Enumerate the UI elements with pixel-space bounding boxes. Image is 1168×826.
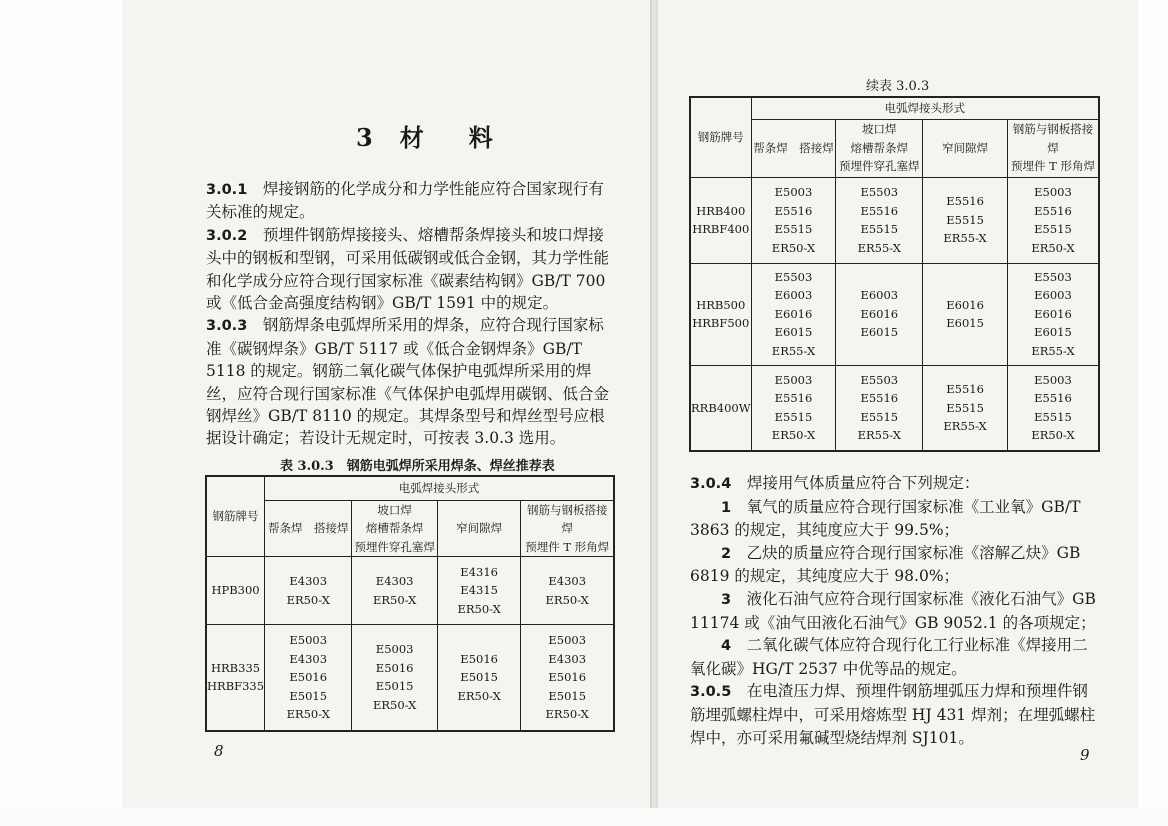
cell-c3	[923, 263, 1008, 365]
cell-line: E5516	[1034, 391, 1072, 406]
item-text: 二氧化碳气体应符合现行化工行业标准《焊接用二氧化碳》HG/T 2537 中优等品的规定。	[690, 636, 1088, 678]
section-text: 预埋件钢筋焊接接头、熔槽帮条焊接头和坡口焊接头中的钢板和型钢，可采用低碳钢或低合金钢，其力学性能和化学成分应符合现行国家标准《碳素结构钢》GB/T 700 或《低合金高强度结构钢》GB/T 1591 中的规定。	[206, 225, 610, 313]
cell-line: ER50-X	[457, 601, 501, 616]
cell-c3	[923, 365, 1008, 451]
cell-line: E4303	[548, 574, 587, 588]
cell-line: E5003	[774, 372, 813, 387]
cell-line: E5003	[375, 642, 414, 657]
cell-line: E6016	[774, 306, 813, 321]
cell-c3	[437, 625, 521, 731]
cell-line: HRBF400	[692, 222, 750, 236]
cell-line: HRB400	[696, 203, 746, 218]
header-col3: 窄间隙焊	[437, 500, 521, 557]
cell-line: E5003	[548, 633, 587, 647]
table-row	[206, 625, 614, 731]
table-row	[690, 177, 1099, 263]
list-item	[690, 542, 1102, 588]
item-number: 1	[721, 499, 732, 516]
scan-margin-right	[1138, 0, 1168, 826]
cell-line: E5003	[289, 633, 328, 647]
cell-line: E5515	[774, 409, 813, 424]
header-grade: 钢筋牌号	[690, 97, 751, 177]
right-body-text	[690, 472, 1102, 749]
cell-line: ER55-X	[857, 240, 901, 255]
header-col2	[836, 119, 923, 177]
cell-c3	[923, 177, 1008, 263]
section-3-0-1	[206, 178, 618, 224]
cell-line: E5015	[289, 688, 328, 703]
cell-line: E6003	[860, 288, 899, 303]
cell-line: E5503	[774, 269, 813, 284]
cell-line: ER50-X	[372, 592, 417, 607]
chapter-title-part2: 料	[468, 123, 494, 152]
cell-line: E5516	[774, 391, 813, 406]
section-3-0-3	[206, 314, 618, 449]
cell-c2	[352, 625, 437, 731]
cell-line: E4303	[548, 651, 587, 666]
cell-line: E5503	[1034, 269, 1072, 284]
header-grade: 钢筋牌号	[206, 476, 265, 557]
cell-line: RRB400W	[691, 400, 751, 415]
electrode-table-part2	[689, 96, 1100, 452]
chapter-title	[356, 118, 494, 153]
header-col4-line: 钢筋与钢板搭接焊	[526, 502, 608, 535]
item-text: 乙炔的质量应符合现行国家标准《溶解乙炔》GB 6819 的规定，其纯度应大于 98.0%；	[690, 543, 1081, 586]
cell-line: ER50-X	[545, 592, 589, 607]
cell-line: E4315	[460, 583, 498, 598]
table-continued-caption: 续表 3.0.3	[866, 79, 930, 94]
cell-c2	[352, 557, 437, 625]
cell-c2	[836, 365, 923, 451]
header-joint-form: 电弧焊接头形式	[751, 97, 1099, 119]
cell-c4	[521, 557, 614, 625]
item-number: 2	[721, 545, 732, 562]
table-caption: 表 3.0.3 钢筋电弧焊所采用焊条、焊丝推荐表	[280, 459, 555, 474]
cell-c1	[751, 177, 836, 263]
cell-grade	[690, 177, 751, 263]
cell-line: ER55-X	[771, 343, 816, 358]
cell-c4	[1008, 263, 1100, 365]
cell-line: E5016	[289, 670, 328, 684]
cell-line: E5515	[946, 400, 984, 415]
cell-line: ER50-X	[286, 707, 330, 721]
cell-line: E5503	[860, 185, 899, 199]
cell-line: ER55-X	[1031, 343, 1075, 358]
cell-line: ER50-X	[286, 592, 330, 607]
cell-line: ER50-X	[545, 707, 589, 721]
cell-line: ER55-X	[857, 428, 901, 443]
cell-line: ER50-X	[771, 428, 816, 443]
cell-line: E5515	[1034, 222, 1072, 236]
cell-line: E5515	[860, 409, 899, 424]
cell-line: E6016	[946, 297, 984, 312]
cell-c1	[751, 263, 836, 365]
cell-line: E5003	[1034, 372, 1072, 387]
table-body-left	[206, 557, 614, 731]
section-number: 3.0.1	[206, 182, 248, 198]
cell-line: ER55-X	[943, 419, 987, 433]
header-col2-line: 熔槽帮条焊	[365, 521, 424, 535]
cell-line: HRBF500	[692, 316, 750, 330]
item-text: 液化石油气应符合现行国家标准《液化石油气》GB 11174 或《油气田液化石油气》GB 9052.1 的各项规定；	[690, 589, 1096, 632]
cell-line: HRB500	[696, 297, 746, 312]
cell-c1	[265, 625, 352, 731]
table-row	[206, 557, 614, 625]
cell-c2	[836, 177, 923, 263]
cell-line: ER50-X	[457, 688, 501, 703]
cell-line: E5016	[375, 660, 414, 675]
cell-line: ER50-X	[372, 697, 417, 712]
header-joint-form: 电弧焊接头形式	[265, 476, 614, 500]
chapter-title-part1: 材	[399, 123, 425, 152]
cell-line: E5516	[860, 391, 899, 406]
cell-line: ER50-X	[1031, 428, 1075, 443]
cell-line: E5016	[460, 651, 498, 666]
cell-line: E5515	[1034, 409, 1072, 424]
cell-line: E6016	[1034, 306, 1072, 321]
cell-line: E5516	[946, 194, 984, 209]
list-item	[690, 634, 1102, 680]
cell-line: E4303	[289, 574, 328, 588]
section-text: 钢筋焊条电弧焊所采用的焊条，应符合现行国家标准《碳钢焊条》GB/T 5117 或《低合金钢焊条》GB/T 5118 的规定。钢筋二氧化碳气体保护电弧焊所采用的焊丝，应符合现行国家标准《气体保护电弧焊用碳钢、低合金钢焊丝》GB/T 8110 的规定。其焊条型号和焊丝型号应根据设计确定；若设计无规定时，可按表 3.0.3 选用。	[206, 316, 610, 448]
section-number: 3.0.2	[206, 227, 248, 244]
cell-c4	[521, 625, 614, 731]
chapter-number: 3	[356, 123, 374, 152]
header-col2-line: 预埋件穿孔塞焊	[354, 539, 435, 554]
item-number: 3	[721, 591, 732, 608]
list-item	[690, 496, 1102, 542]
cell-line: E6003	[1034, 288, 1072, 303]
section-number: 3.0.3	[206, 318, 248, 335]
cell-line: E6015	[1034, 325, 1072, 340]
cell-c1	[265, 557, 352, 625]
header-col4	[1008, 119, 1100, 177]
section-3-0-5	[690, 680, 1102, 749]
cell-grade	[690, 263, 751, 365]
cell-line: E6015	[860, 325, 899, 340]
cell-line: HRB335	[210, 660, 261, 675]
header-col2	[352, 500, 437, 557]
cell-line: E6003	[774, 288, 813, 303]
cell-c4	[1008, 365, 1100, 451]
page-number-left: 8	[214, 742, 224, 760]
cell-grade	[690, 365, 751, 451]
cell-c2	[836, 263, 923, 365]
cell-line: ER50-X	[1031, 240, 1075, 255]
cell-grade	[206, 557, 265, 625]
cell-line: E5516	[774, 203, 813, 218]
cell-line: E5516	[946, 382, 984, 396]
item-text: 氧气的质量应符合现行国家标准《工业氧》GB/T 3863 的规定，其纯度应大于 99.5%；	[690, 497, 1081, 540]
cell-line: E4303	[375, 574, 414, 588]
cell-line: E6015	[946, 316, 984, 330]
page-number-right: 9	[1080, 746, 1090, 764]
book-gutter	[650, 0, 658, 826]
cell-line: E5515	[946, 212, 984, 227]
table-row	[690, 263, 1099, 365]
header-col2-line: 预埋件穿孔塞焊	[839, 159, 920, 174]
section-number: 3.0.4	[690, 476, 732, 492]
left-body-text	[206, 178, 618, 450]
cell-line: E5503	[860, 372, 899, 387]
header-col4-line: 预埋件 T 形角焊	[525, 539, 610, 554]
header-col4-line: 钢筋与钢板搭接焊	[1012, 122, 1094, 155]
cell-line: HPB300	[211, 583, 260, 598]
section-3-0-4	[690, 472, 1102, 496]
cell-line: E5015	[548, 688, 587, 703]
cell-line: HRBF335	[207, 679, 265, 694]
cell-line: ER50-X	[771, 240, 816, 255]
scan-margin-left	[0, 0, 122, 826]
cell-line: E5515	[774, 222, 813, 236]
cell-line: E4303	[289, 651, 328, 666]
table-body-right	[690, 177, 1099, 451]
cell-line: E5003	[774, 185, 813, 199]
cell-c4	[1008, 177, 1100, 263]
header-col1: 帮条焊 搭接焊	[751, 119, 836, 177]
section-text: 焊接用气体质量应符合下列规定：	[746, 474, 980, 492]
section-text: 焊接钢筋的化学成分和力学性能应符合国家现行有关标准的规定。	[206, 180, 604, 222]
cell-grade	[206, 625, 265, 731]
cell-line: E6016	[860, 306, 899, 321]
header-col4-line: 预埋件 T 形角焊	[1011, 159, 1095, 174]
cell-line: E5015	[375, 679, 414, 694]
section-number: 3.0.5	[690, 684, 732, 701]
electrode-table-part1	[205, 475, 615, 732]
cell-line: E4316	[460, 564, 498, 579]
cell-line: E5015	[460, 670, 498, 684]
cell-line: E5016	[548, 670, 587, 684]
header-col4	[521, 500, 614, 557]
cell-line: ER55-X	[943, 231, 987, 246]
table-row	[690, 365, 1099, 451]
header-col3: 窄间隙焊	[923, 119, 1008, 177]
cell-c1	[751, 365, 836, 451]
header-col2-line: 熔槽帮条焊	[850, 140, 909, 155]
scan-margin-bottom	[0, 808, 1168, 826]
header-col1: 帮条焊 搭接焊	[265, 500, 352, 557]
cell-line: E5515	[860, 222, 899, 236]
cell-line: E6015	[774, 325, 813, 340]
cell-c3	[437, 557, 521, 625]
item-number: 4	[721, 638, 732, 655]
list-item	[690, 588, 1102, 634]
section-3-0-2	[206, 224, 618, 315]
header-col2-line: 坡口焊	[377, 502, 412, 517]
section-text: 在电渣压力焊、预埋件钢筋埋弧压力焊和预埋件钢筋埋弧螺柱焊中，可采用熔炼型 HJ 431 焊剂；在埋弧螺柱焊中，亦可采用氟碱型烧结焊剂 SJ101。	[690, 682, 1096, 747]
header-col2-line: 坡口焊	[862, 122, 897, 137]
cell-line: E5003	[1034, 185, 1072, 199]
cell-line: E5516	[1034, 203, 1072, 218]
cell-line: E5516	[860, 203, 899, 218]
